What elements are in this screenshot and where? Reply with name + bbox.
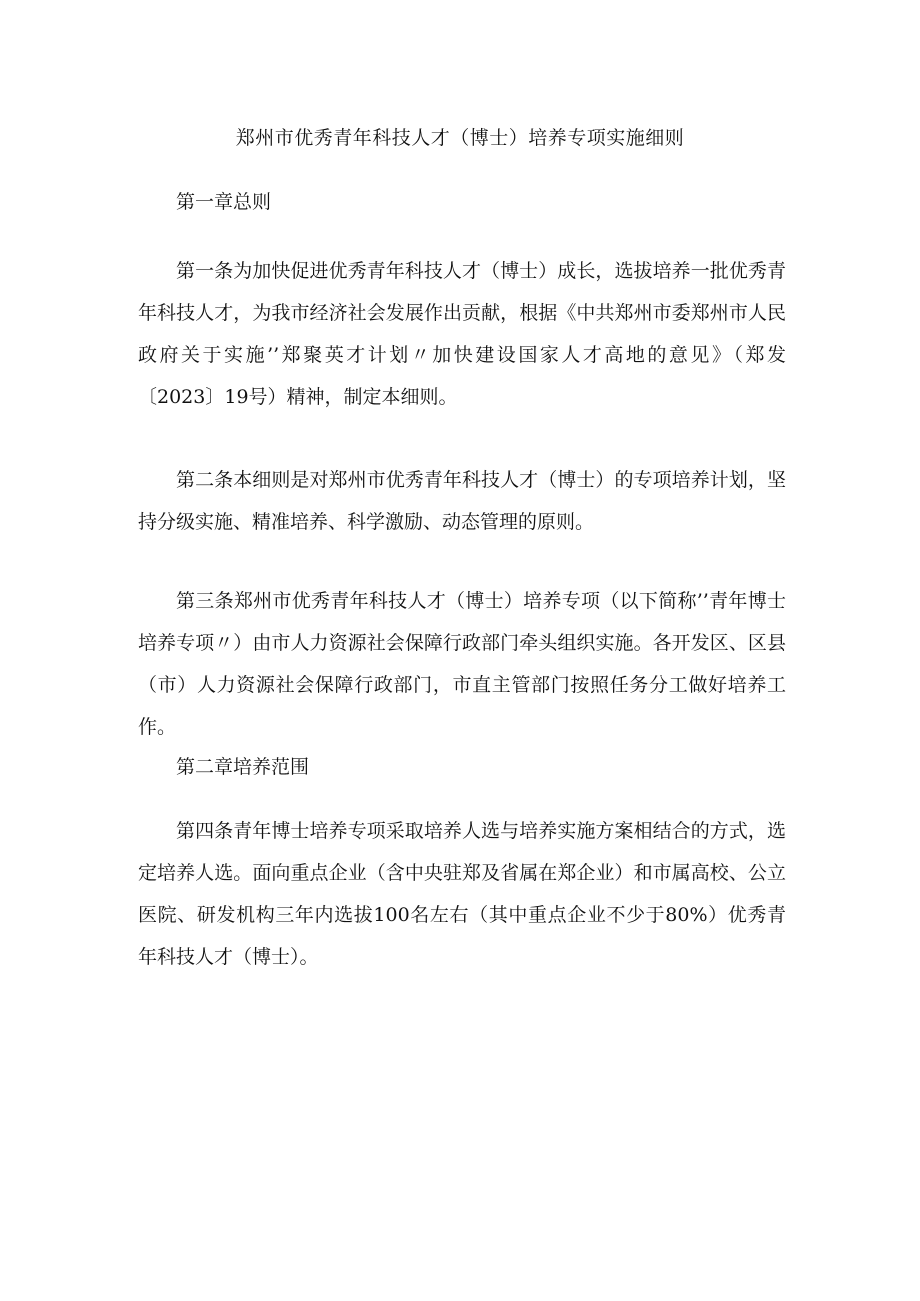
article-2-paragraph: 第二条本细则是对郑州市优秀青年科技人才（博士）的专项培养计划，坚持分级实施、精准培养、科学激励、动态管理的原则。 <box>138 469 786 533</box>
chapter-1-heading: 第一章总则 <box>176 191 272 213</box>
article-4-paragraph: 第四条青年博士培养专项采取培养人选与培养实施方案相结合的方式，选定培养人选。面向重点企业（含中央驻郑及省属在郑企业）和市属高校、公立医院、研发机构三年内选拔100名左右（其中重点企业不少于80%）优秀青年科技人才（博士）。 <box>138 820 786 968</box>
chapter-2-heading: 第二章培养范围 <box>176 756 310 778</box>
article-1-paragraph: 第一条为加快促进优秀青年科技人才（博士）成长，选拔培养一批优秀青年科技人才，为我市经济社会发展作出贡献，根据《中共郑州市委郑州市人民政府关于实施’’郑聚英才计划〃加快建设国家人才高地的意见》（郑发〔2023〕19号）精神，制定本细则。 <box>138 260 786 408</box>
document-title: 郑州市优秀青年科技人才（博士）培养专项实施细则 <box>235 127 685 149</box>
article-3-paragraph: 第三条郑州市优秀青年科技人才（博士）培养专项（以下简称’’青年博士培养专项〃）由市人力资源社会保障行政部门牵头组织实施。各开发区、区县（市）人力资源社会保障行政部门，市直主管部门按照任务分工做好培养工作。 <box>138 590 786 738</box>
